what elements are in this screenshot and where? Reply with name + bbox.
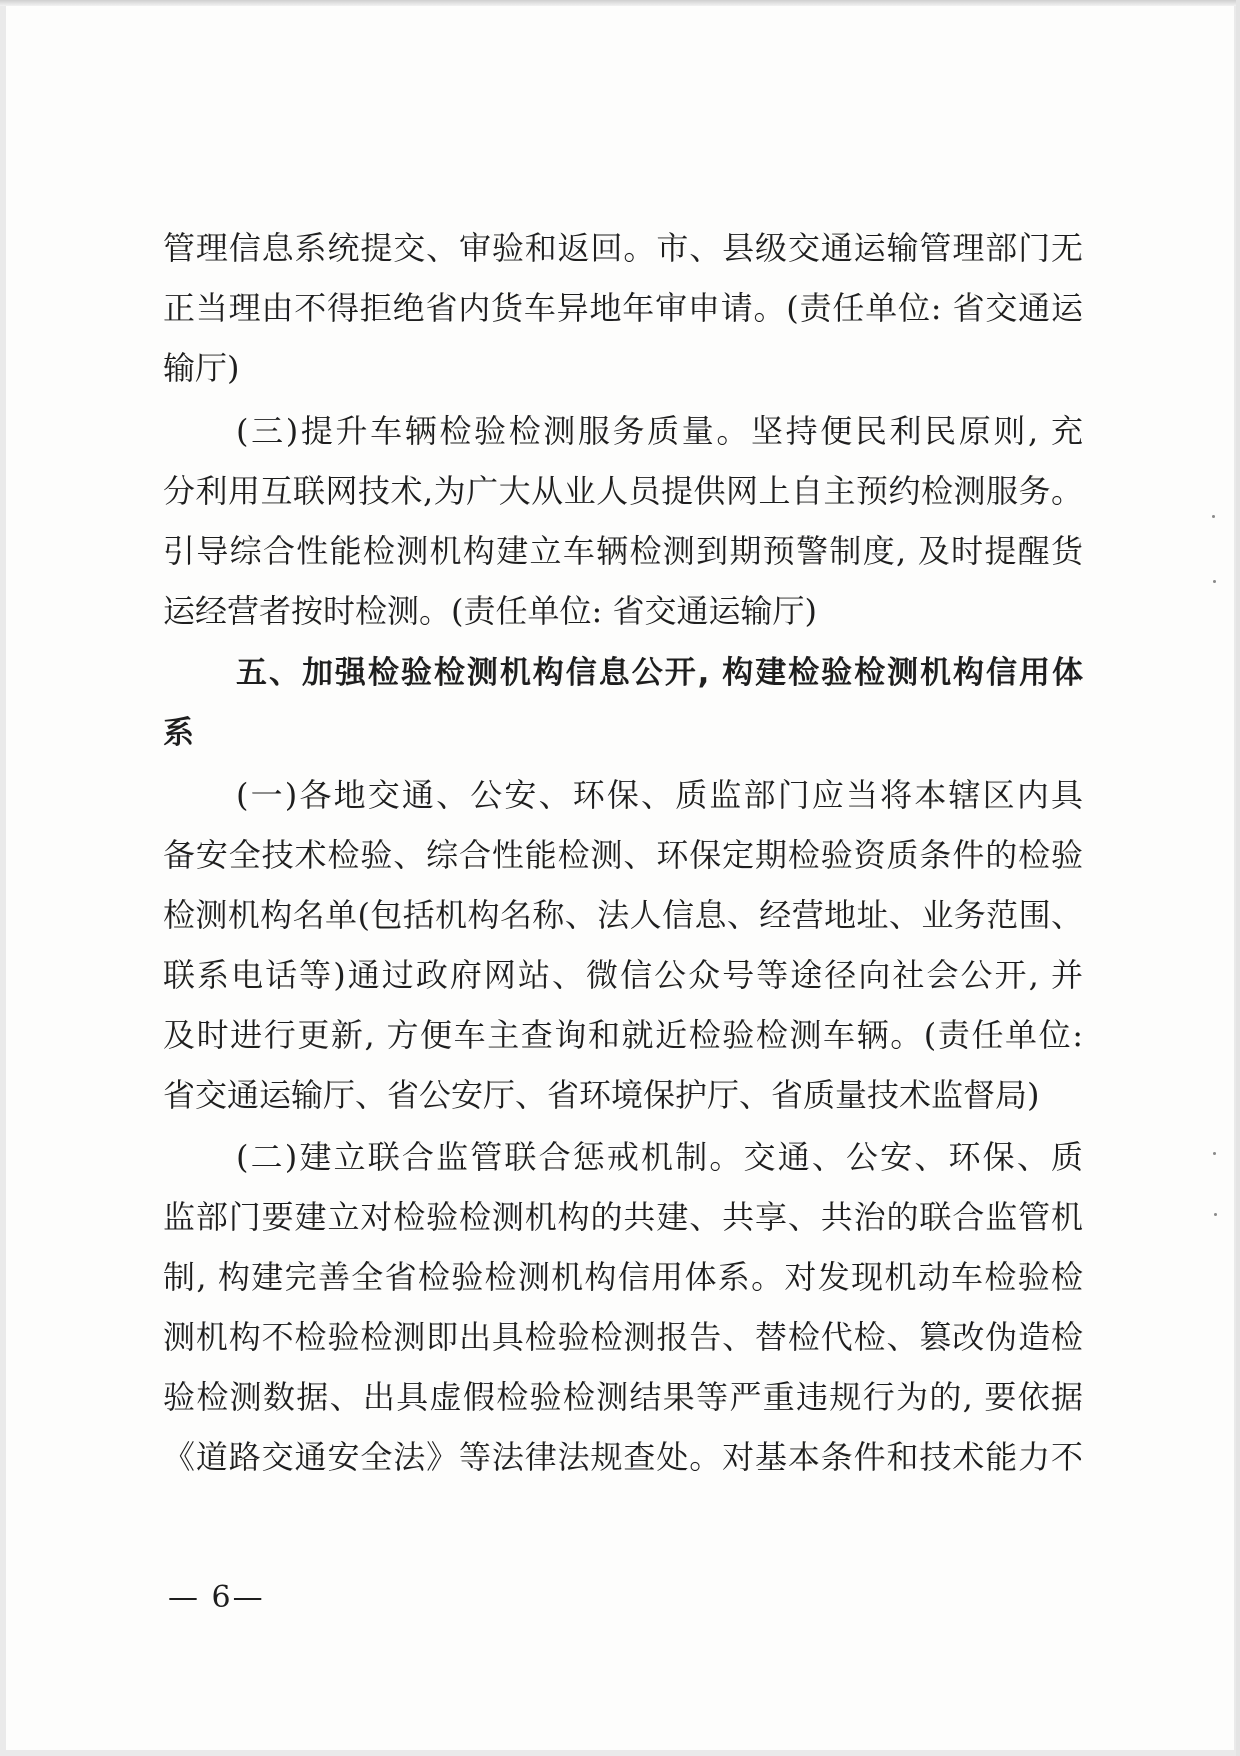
text-line: 输厅)	[163, 349, 240, 387]
text-line: 《道路交通安全法》等法律法规查处。对基本条件和技术能力不	[163, 1438, 1083, 1476]
text-line: 联系电话等)通过政府网站、微信公众号等途径向社会公开, 并	[163, 956, 1083, 994]
text-line: 省交通运输厅、省公安厅、省环境保护厅、省质量技术监督局)	[163, 1076, 1040, 1114]
text-line: 验检测数据、出具虚假检验检测结果等严重违规行为的, 要依据	[163, 1378, 1083, 1416]
scan-speck	[1212, 515, 1215, 518]
section-heading: 五、加强检验检测机构信息公开, 构建检验检测机构信用体	[236, 655, 1083, 691]
text-line: 引导综合性能检测机构建立车辆检测到期预警制度, 及时提醒货	[163, 532, 1083, 570]
text-line: 分利用互联网技术,为广大从业人员提供网上自主预约检测服务。	[163, 472, 1083, 510]
scan-edge-top	[0, 0, 1240, 6]
scan-speck	[1213, 580, 1216, 583]
scan-speck	[1214, 1213, 1217, 1216]
text-line: (一)各地交通、公安、环保、质监部门应当将本辖区内具	[236, 776, 1083, 814]
text-line: 管理信息系统提交、审验和返回。市、县级交通运输管理部门无	[163, 229, 1083, 267]
scan-edge-right	[1236, 0, 1240, 1756]
text-line: (二)建立联合监管联合惩戒机制。交通、公安、环保、质	[236, 1138, 1083, 1176]
section-heading: 系	[163, 715, 194, 751]
text-line: 测机构不检验检测即出具检验检测报告、替检代检、篡改伪造检	[163, 1318, 1083, 1356]
text-line: 备安全技术检验、综合性能检测、环保定期检验资质条件的检验	[163, 836, 1083, 874]
text-line: 监部门要建立对检验检测机构的共建、共享、共治的联合监管机	[163, 1198, 1083, 1236]
scan-speck	[1213, 1152, 1216, 1155]
text-line: 制, 构建完善全省检验检测机构信用体系。对发现机动车检验检	[163, 1258, 1083, 1296]
text-line: 及时进行更新, 方便车主查询和就近检验检测车辆。(责任单位:	[163, 1016, 1083, 1054]
page-number: — 6—	[168, 1580, 265, 1615]
text-line: (三)提升车辆检验检测服务质量。坚持便民利民原则, 充	[236, 412, 1083, 450]
text-line: 运经营者按时检测。(责任单位: 省交通运输厅)	[163, 592, 817, 630]
text-line: 检测机构名单(包括机构名称、法人信息、经营地址、业务范围、	[163, 896, 1083, 934]
text-line: 正当理由不得拒绝省内货车异地年审申请。(责任单位: 省交通运	[163, 289, 1083, 327]
